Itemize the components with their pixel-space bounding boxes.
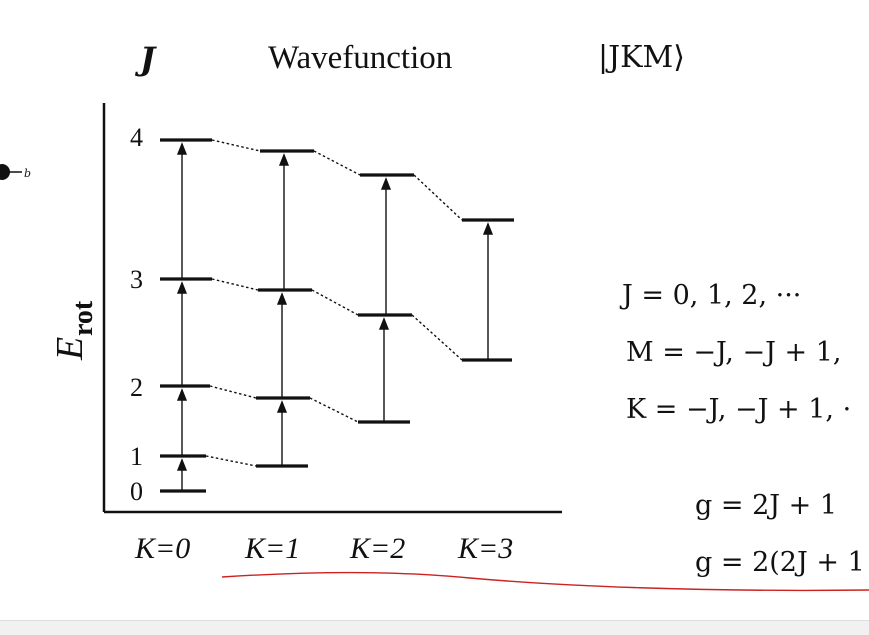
equation-degeneracy-linear: g = 2J + 1 <box>695 490 838 521</box>
j-level-label-0: 0 <box>130 477 143 506</box>
j-column-header: J <box>140 40 156 78</box>
j-level-label-2: 2 <box>130 373 143 402</box>
bottom-scroll-bar[interactable] <box>0 620 869 635</box>
y-axis-label <box>49 300 99 361</box>
equation-degeneracy-symmetric: g = 2(2J + 1 <box>695 547 865 578</box>
k-column-label-3: K=3 <box>458 532 514 565</box>
connector-j4-k2-k3 <box>414 175 462 220</box>
wavefunction-header: Wavefunction <box>268 40 453 76</box>
equation-j-values: J = 0, 1, 2, ··· <box>622 280 802 311</box>
connector-j1-k0-k1 <box>206 456 256 466</box>
connector-j3-k0-k1 <box>212 279 258 290</box>
j-level-label-1: 1 <box>130 442 143 471</box>
side-marker-label: b <box>24 167 32 180</box>
connector-j4-k0-k1 <box>212 140 260 151</box>
j-level-label-4: 4 <box>130 123 143 152</box>
equation-k-values: K = −J, −J + 1, · <box>626 394 852 425</box>
equation-m-values: M = −J, −J + 1, <box>626 337 842 368</box>
connector-j2-k1-k2 <box>310 398 358 422</box>
ket-header: |JKM⟩ <box>598 40 685 75</box>
connector-j2-k0-k1 <box>210 386 256 398</box>
svg-text:E: E <box>49 336 91 360</box>
k-column-label-1: K=1 <box>245 532 301 565</box>
connector-j3-k1-k2 <box>312 290 358 315</box>
connector-j3-k2-k3 <box>412 315 462 360</box>
k-column-label-2: K=2 <box>350 532 406 565</box>
connector-j4-k1-k2 <box>314 151 360 175</box>
k-column-label-0: K=0 <box>135 532 191 565</box>
svg-text:rot: rot <box>68 300 99 336</box>
side-marker <box>0 164 31 180</box>
j-level-label-3: 3 <box>130 265 143 294</box>
